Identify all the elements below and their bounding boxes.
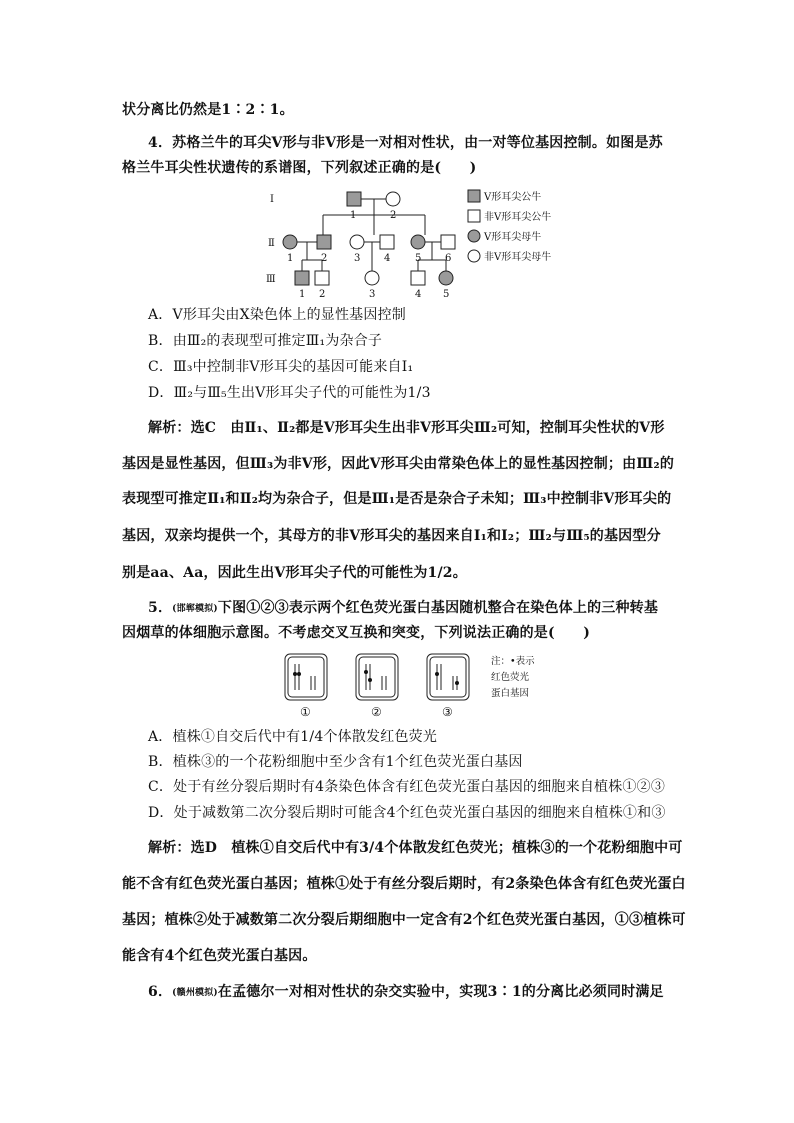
cell-label-1: ① <box>300 705 311 719</box>
q4-option-c: C．Ⅲ₃中控制非V形耳尖的基因可能来自Ⅰ₁ <box>148 359 414 375</box>
pedigree-II1-affected-female-icon <box>283 235 297 249</box>
legend-unaffected-male-icon <box>468 210 480 222</box>
q4-stem-line-2: 格兰牛耳尖性状遗传的系谱图，下列叙述正确的是( ) <box>122 160 477 176</box>
q4-solution-line-4: 基因，双亲均提供一个，其母方的非V形耳尖的基因来自Ⅰ₁和Ⅰ₂；Ⅲ₂与Ⅲ₅的基因型分 <box>122 528 661 544</box>
legend-label-3: V形耳尖母牛 <box>484 232 542 243</box>
pedigree-II4-unaffected-male-icon <box>380 235 394 249</box>
pedigree-II6-unaffected-male-icon <box>441 235 455 249</box>
pedigree-III5-affected-female-icon <box>439 271 453 285</box>
legend-affected-female-icon <box>468 230 480 242</box>
gen3-num-3: 3 <box>369 289 376 300</box>
gen-label-III: Ⅲ <box>266 274 276 285</box>
legend-label-4: 非V形耳尖母牛 <box>484 252 552 263</box>
pedigree-II2-affected-male-icon <box>317 235 331 249</box>
gen2-num-1: 1 <box>287 253 294 264</box>
q5-option-b: B．植株③的一个花粉细胞中至少含有1个红色荧光蛋白基因 <box>148 754 523 770</box>
gene-dot-icon <box>435 672 439 676</box>
q4-solution-line-5: 别是aa、Aa，因此生出V形耳尖子代的可能性为1/2。 <box>122 565 467 581</box>
pedigree-III3-unaffected-female-icon <box>365 271 379 285</box>
legend-label-1: V形耳尖公牛 <box>484 192 542 203</box>
gen2-num-6: 6 <box>445 253 452 264</box>
gen-label-II: Ⅱ <box>268 238 275 249</box>
gen3-num-5: 5 <box>443 289 450 300</box>
q4-option-d: D．Ⅲ₂与Ⅲ₅生出V形耳尖子代的可能性为1/3 <box>148 385 431 401</box>
q6-stem-text: 在孟德尔一对相对性状的杂交实验中，实现3∶1的分离比必须同时满足 <box>217 984 664 1000</box>
pedigree-I2-unaffected-female-icon <box>386 192 400 206</box>
pedigree-chart <box>260 185 590 303</box>
gen1-num-1: 1 <box>350 210 357 221</box>
legend-label-2: 非V形耳尖公牛 <box>484 212 552 223</box>
gen3-num-4: 4 <box>415 289 422 300</box>
pedigree-III4-unaffected-male-icon <box>411 271 425 285</box>
q3-tail-text: 状分离比仍然是1∶2∶1。 <box>122 102 294 118</box>
transgenic-cells-figure <box>275 650 545 722</box>
gene-dot-icon <box>368 678 372 682</box>
q4-solution-line-2: 基因是显性基因，但Ⅲ₃为非V形，因此V形耳尖由常染色体上的显性基因控制；由Ⅲ₂的 <box>122 456 675 472</box>
gen-label-I: Ⅰ <box>270 194 274 205</box>
q6-stem-line-1 <box>148 982 708 1003</box>
legend-unaffected-female-icon <box>468 250 480 262</box>
pedigree-II3-unaffected-female-icon <box>350 235 364 249</box>
cell-note-line-3: 蛋白基因 <box>491 688 530 699</box>
cell-label-2: ② <box>371 705 382 719</box>
q5-stem-line-1 <box>148 598 708 619</box>
cell-note-line-2: 红色荧光 <box>491 672 530 683</box>
q5-solution-line-3: 基因；植株②处于减数第二次分裂后期细胞中一定含有2个红色荧光蛋白基因，①③植株可 <box>122 912 686 928</box>
q5-source-tag: (邯郸模拟) <box>172 604 218 614</box>
q5-option-a: A．植株①自交后代中有1/4个体散发红色荧光 <box>148 729 438 745</box>
gen2-num-4: 4 <box>384 253 391 264</box>
gen1-num-2: 2 <box>390 210 397 221</box>
pedigree-I1-affected-male-icon <box>347 192 361 206</box>
gene-dot-icon <box>297 672 301 676</box>
q5-stem-line-2: 因烟草的体细胞示意图。不考虑交叉互换和突变，下列说法正确的是( ) <box>122 625 591 641</box>
q4-solution-line-1: 解析：选C 由Ⅱ₁、Ⅱ₂都是V形耳尖生出非V形耳尖Ⅲ₂可知，控制耳尖性状的V形 <box>148 420 665 436</box>
pedigree-III1-affected-male-icon <box>295 271 309 285</box>
gene-dot-icon <box>455 681 459 685</box>
pedigree-III2-unaffected-male-icon <box>315 271 329 285</box>
legend-affected-male-icon <box>468 190 480 202</box>
gen2-num-5: 5 <box>415 253 422 264</box>
gene-dot-icon <box>293 672 297 676</box>
q4-solution-line-3: 表现型可推定Ⅱ₁和Ⅱ₂均为杂合子，但是Ⅲ₁是否是杂合子未知；Ⅲ₃中控制非V形耳尖的 <box>122 491 672 507</box>
q5-number: 5． <box>148 600 173 616</box>
q5-stem-text: 下图①②③表示两个红色荧光蛋白基因随机整合在染色体上的三种转基 <box>217 600 659 616</box>
cell-label-3: ③ <box>442 705 453 719</box>
q4-option-b: B．由Ⅲ₂的表现型可推定Ⅲ₁为杂合子 <box>148 333 383 349</box>
q5-solution-line-1: 解析：选D 植株①自交后代中有3/4个体散发红色荧光；植株③的一个花粉细胞中可 <box>148 840 683 856</box>
q5-solution-line-2: 能不含有红色荧光蛋白基因；植株①处于有丝分裂后期时，有2条染色体含有红色荧光蛋白 <box>122 876 686 892</box>
q4-stem-line-1: 4．苏格兰牛的耳尖V形与非V形是一对相对性状，由一对等位基因控制。如图是苏 <box>148 135 663 151</box>
q5-option-c: C．处于有丝分裂后期时有4条染色体含有红色荧光蛋白基因的细胞来自植株①②③ <box>148 779 666 795</box>
gen2-num-3: 3 <box>354 253 361 264</box>
gen3-num-1: 1 <box>299 289 306 300</box>
q5-solution-line-4: 能含有4个红色荧光蛋白基因。 <box>122 948 317 964</box>
q4-option-a: A．V形耳尖由X染色体上的显性基因控制 <box>148 307 406 323</box>
cell-note-line-1: 注：•表示 <box>491 656 535 667</box>
q6-source-tag: (赣州模拟) <box>172 988 218 998</box>
q5-option-d: D．处于减数第二次分裂后期时可能含4个红色荧光蛋白基因的细胞来自植株①和③ <box>148 805 666 821</box>
q6-number: 6． <box>148 984 173 1000</box>
gene-dot-icon <box>364 670 368 674</box>
gen2-num-2: 2 <box>321 253 328 264</box>
gen3-num-2: 2 <box>319 289 326 300</box>
pedigree-II5-affected-female-icon <box>411 235 425 249</box>
